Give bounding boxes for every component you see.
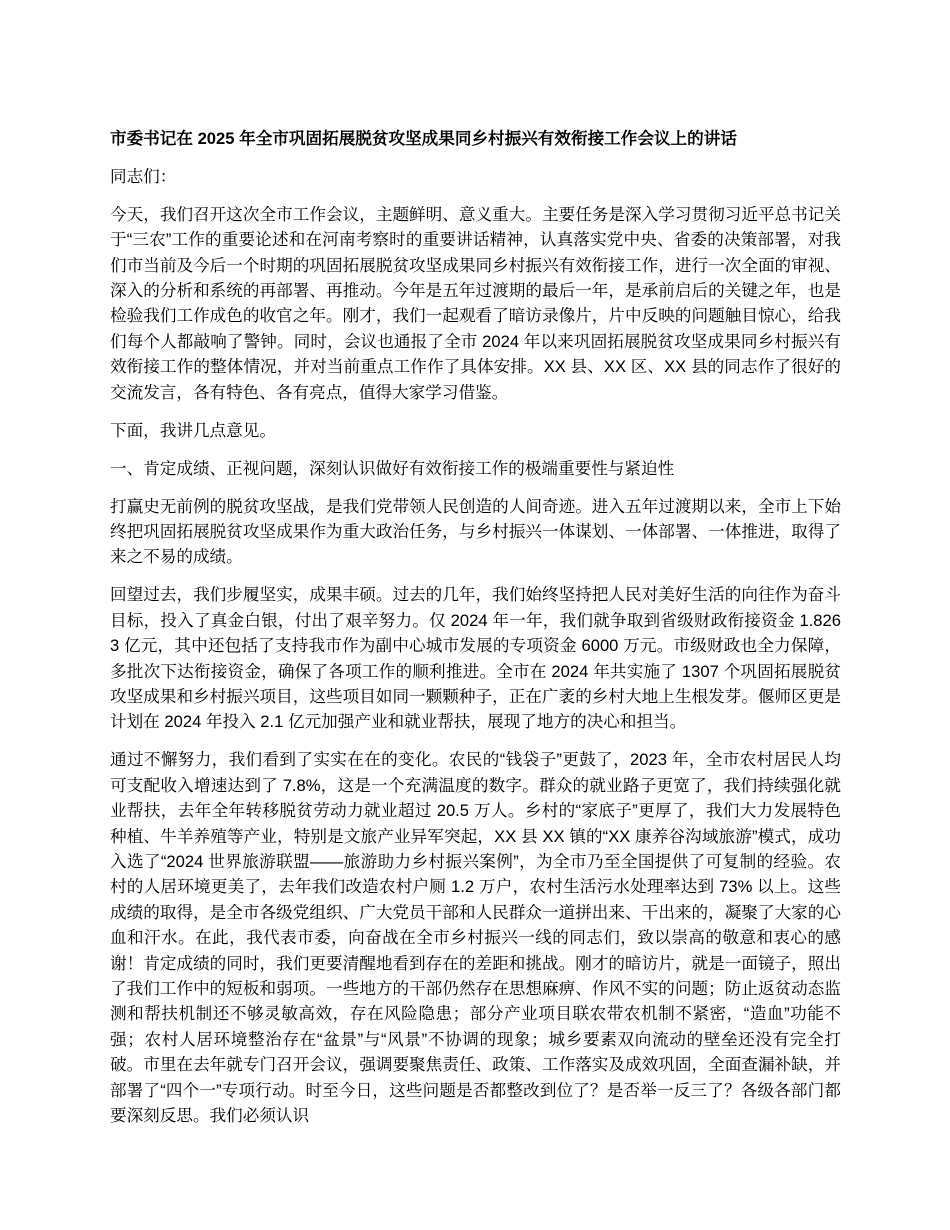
section-heading-1: 一、肯定成绩、正视问题，深刻认识做好有效衔接工作的极端重要性与紧迫性 (110, 458, 675, 478)
paragraph-5: 通过不懈努力，我们看到了实实在在的变化。农民的“钱袋子”更鼓了，2023 年，全市农村居民人均可支配收入增速达到了 7.8%，这是一个充满温度的数字。群众的就业路子更宽了，我们持续强化就业帮扶，去年全年转移脱贫劳动力就业超过 20.5 万人。乡村的“家底子”更厚了，我们大力发展特色种植、牛羊养殖等产业，特别是文旅产业异军突起，XX 县 XX 镇的“XX 康养谷沟域旅游”模式，成功入选了“2024 世界旅游联盟——旅游助力乡村振兴案例”，为全市乃至全国提供了可复制的经验。农村的人居环境更美了，去年我们改造农村户厕 1.2 万户，农村生活污水处理率达到 73% 以上。这些成绩的取得，是全市各级党组织、广大党员干部和人民群众一道拼出来、干出来的，凝聚了大家的心血和汗水。在此，我代表市委，向奋战在全市乡村振兴一线的同志们，致以崇高的敬意和衷心的感谢！肯定成绩的同时，我们更要清醒地看到存在的差距和挑战。刚才的暗访片，就是一面镜子，照出了我们工作中的短板和弱项。一些地方的干部仍然存在思想麻痹、作风不实的问题；防止返贫动态监测和帮扶机制还不够灵敏高效，存在风险隐患；部分产业项目联农带农机制不紧密，“造血”功能不强；农村人居环境整治存在“盆景”与“风景”不协调的现象；城乡要素双向流动的壁垒还没有完全打破。市里在去年就专门召开会议，强调要聚焦责任、政策、工作落实及成效巩固，全面查漏补缺，并部署了“四个一”专项行动。时至今日，这些问题是否都整改到位了？是否举一反三了？各级各部门都要深刻反思。我们必须认识 (110, 750, 841, 1126)
salutation: 同志们： (110, 166, 177, 186)
paragraph-3: 打赢史无前例的脱贫攻坚战，是我们党带领人民创造的人间奇迹。进入五年过渡期以来，全市上下始终把巩固拓展脱贫攻坚成果作为重大政治任务，与乡村振兴一体谋划、一体部署、一体推进，取得了来之不易的成绩。 (110, 496, 841, 567)
paragraph-1: 今天，我们召开这次全市工作会议，主题鲜明、意义重大。主要任务是深入学习贯彻习近平总书记关于“三农”工作的重要论述和在河南考察时的重要讲话精神，认真落实党中央、省委的决策部署，对我们市当前及今后一个时期的巩固拓展脱贫攻坚成果同乡村振兴有效衔接工作，进行一次全面的审视、深入的分析和系统的再部署、再推动。今年是五年过渡期的最后一年，是承前启后的关键之年，也是检验我们工作成色的收官之年。刚才，我们一起观看了暗访录像片，片中反映的问题触目惊心，给我们每个人都敲响了警钟。同时，会议也通报了全市 2024 年以来巩固拓展脱贫攻坚成果同乡村振兴有效衔接工作的整体情况，并对当前重点工作作了具体安排。XX 县、XX 区、XX 县的同志作了很好的交流发言，各有特色、各有亮点，值得大家学习借鉴。 (110, 204, 841, 402)
paragraph-2: 下面，我讲几点意见。 (110, 420, 276, 440)
document-title: 市委书记在 2025 年全市巩固拓展脱贫攻坚成果同乡村振兴有效衔接工作会议上的讲话 (110, 129, 737, 148)
paragraph-4: 回望过去，我们步履坚实，成果丰硕。过去的几年，我们始终坚持把人民对美好生活的向往作为奋斗目标，投入了真金白银，付出了艰辛努力。仅 2024 年一年，我们就争取到省级财政衔接资金 1.8263 亿元，其中还包括了支持我市作为副中心城市发展的专项资金 6000 万元。市级财政也全力保障，多批次下达衔接资金，确保了各项工作的顺利推进。全市在 2024 年共实施了 1307 个巩固拓展脱贫攻坚成果和乡村振兴项目，这些项目如同一颗颗种子，正在广袤的乡村大地上生根发芽。偃师区更是计划在 2024 年投入 2.1 亿元加强产业和就业帮扶，展现了地方的决心和担当。 (110, 585, 841, 732)
document-content (110, 126, 841, 1128)
